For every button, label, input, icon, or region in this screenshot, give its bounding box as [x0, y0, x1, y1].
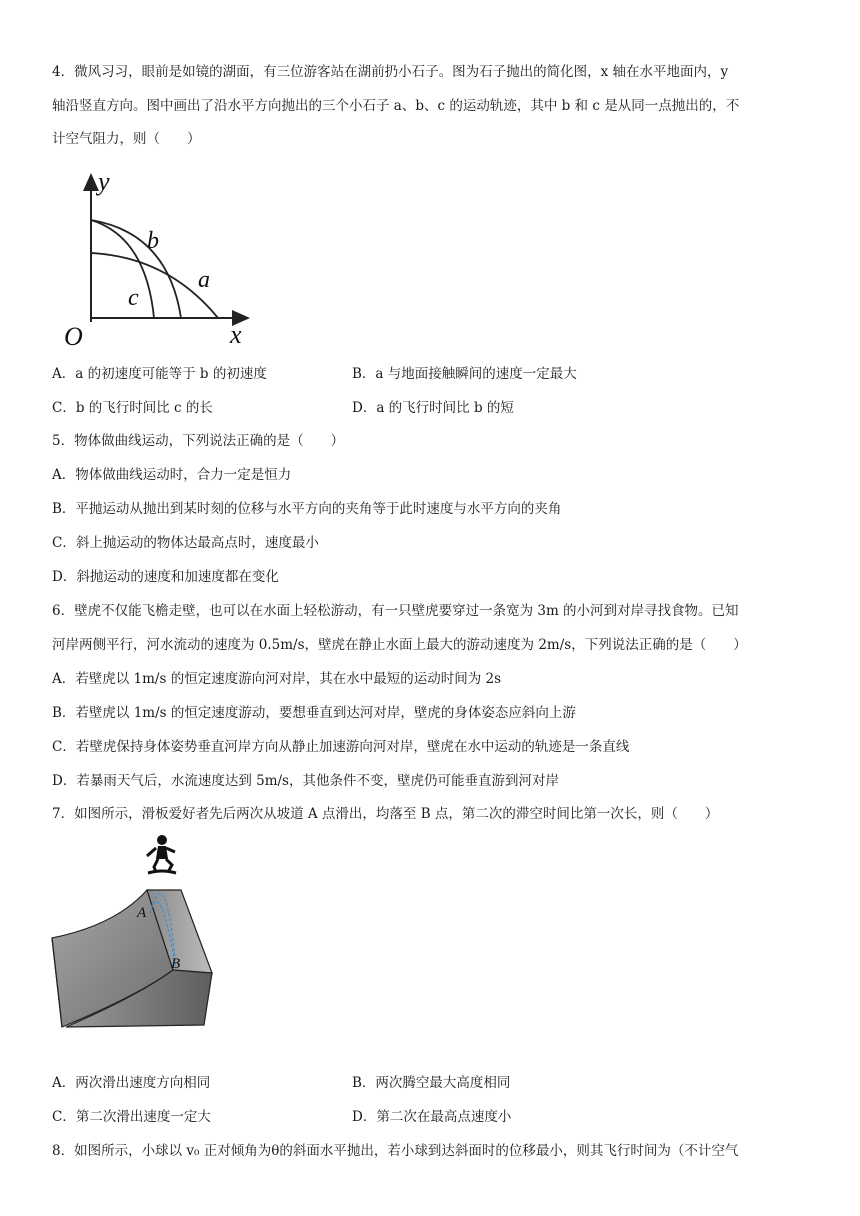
q4-option-c: C．b 的飞行时间比 c 的长 — [52, 400, 213, 416]
q6-option-d: D．若暴雨天气后，水流速度达到 5m/s，其他条件不变，壁虎仍可能垂直游到河对岸 — [52, 773, 559, 789]
skater-icon — [147, 835, 176, 873]
q7-option-b: B．两次腾空最大高度相同 — [352, 1075, 511, 1091]
q7-skateboard-ramp-figure — [44, 835, 224, 1030]
q4-stem-line-1: 4．微风习习，眼前是如镜的湖面，有三位游客站在湖前扔小石子。图为石子抛出的简化图，x 轴在水平地面内，y — [52, 64, 729, 80]
q6-stem-line-1: 6．壁虎不仅能飞檐走壁，也可以在水面上轻松游动，有一只壁虎要穿过一条宽为 3m 的小河到对岸寻找食物。已知 — [52, 603, 739, 619]
q4-trajectory-figure — [58, 165, 258, 350]
q4-stem-line-2: 轴沿竖直方向。图中画出了沿水平方向抛出的三个小石子 a、b、c 的运动轨迹，其中 b 和 c 是从同一点抛出的，不 — [52, 98, 740, 114]
q4-option-b: B．a 与地面接触瞬间的速度一定最大 — [352, 366, 577, 382]
q5-option-a: A．物体做曲线运动时，合力一定是恒力 — [52, 467, 292, 483]
q4-option-a: A．a 的初速度可能等于 b 的初速度 — [52, 366, 267, 382]
q4-label-c: c — [128, 285, 139, 311]
q6-option-c: C．若壁虎保持身体姿势垂直河岸方向从静止加速游向河对岸，壁虎在水中运动的轨迹是一条直线 — [52, 739, 630, 755]
q7-option-c: C．第二次滑出速度一定大 — [52, 1109, 211, 1125]
q5-option-d: D．斜抛运动的速度和加速度都在变化 — [52, 569, 279, 585]
q6-option-a: A．若壁虎以 1m/s 的恒定速度游向河对岸，其在水中最短的运动时间为 2s — [52, 671, 502, 687]
q4-label-y: y — [98, 167, 110, 196]
q7-option-d: D．第二次在最高点速度小 — [352, 1109, 512, 1125]
q6-stem-line-2: 河岸两侧平行，河水流动的速度为 0.5m/s，壁虎在静止水面上最大的游动速度为 2m/s，下列说法正确的是（ ） — [52, 637, 747, 653]
q7-stem: 7．如图所示，滑板爱好者先后两次从坡道 A 点滑出，均落至 B 点，第二次的滞空时间比第一次长，则（ ） — [52, 806, 719, 822]
q7-option-a: A．两次滑出速度方向相同 — [52, 1075, 211, 1091]
q4-label-b: b — [147, 228, 159, 254]
q6-option-b: B．若壁虎以 1m/s 的恒定速度游动，要想垂直到达河对岸，壁虎的身体姿态应斜向上游 — [52, 705, 576, 721]
q4-label-origin: O — [64, 322, 83, 350]
q8-stem: 8．如图所示，小球以 v₀ 正对倾角为θ的斜面水平抛出，若小球到达斜面时的位移最小，则其飞行时间为（不计空气 — [52, 1143, 739, 1159]
q4-label-a: a — [198, 267, 210, 293]
q7-label-a: A — [137, 905, 147, 921]
q5-option-b: B．平抛运动从抛出到某时刻的位移与水平方向的夹角等于此时速度与水平方向的夹角 — [52, 501, 562, 517]
q4-label-x: x — [230, 320, 242, 349]
q4-option-d: D．a 的飞行时间比 b 的短 — [352, 400, 514, 416]
q7-label-b: B — [171, 956, 181, 972]
q5-stem: 5．物体做曲线运动，下列说法正确的是（ ） — [52, 433, 345, 449]
q4-trajectory-c — [91, 220, 154, 318]
q4-stem-line-3: 计空气阻力，则（ ） — [52, 131, 201, 147]
q5-option-c: C．斜上抛运动的物体达最高点时，速度最小 — [52, 535, 319, 551]
